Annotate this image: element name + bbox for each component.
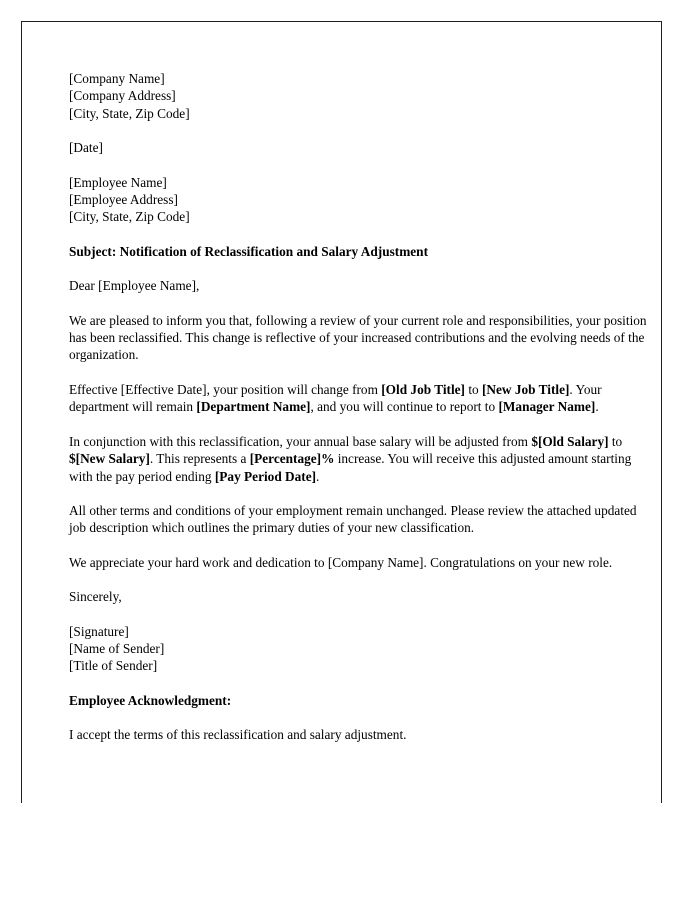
position-text-part-1: Effective [Effective Date], your position will change from [69,381,382,397]
position-text-part-2: to [465,381,482,397]
sender-name-line: [Name of Sender] [69,640,165,656]
salary-text-part-3: . This represents a [149,451,250,467]
subject-line: Subject: Notification of Reclassification and Salary Adjustment [69,243,429,259]
paragraph-salary [69,433,651,485]
placeholder-department-name: [Department Name] [196,399,311,415]
sender-address-block [69,70,651,122]
placeholder-old-salary: $[Old Salary] [531,433,609,449]
placeholder-old-job-title: [Old Job Title] [381,381,465,397]
paragraph-terms: All other terms and conditions of your employment remain unchanged. Please review the attached updated job description which outlines the primary duties of your new classification. [69,502,637,536]
salary-text-part-2: to [608,433,623,449]
acknowledgment-text: I accept the terms of this reclassification and salary adjustment. [69,727,407,743]
employee-city-state-zip-line: [City, State, Zip Code] [69,209,190,225]
position-text-part-4: , and you will continue to report to [310,399,499,415]
recipient-address-block [69,174,651,226]
employee-address-line: [Employee Address] [69,192,178,208]
placeholder-new-salary: $[New Salary] [69,451,150,467]
salutation: Dear [Employee Name], [69,278,200,294]
placeholder-pay-period-date: [Pay Period Date] [214,468,317,484]
signature-block [69,623,651,675]
document-page-frame [21,21,662,803]
date-line: [Date] [69,140,103,156]
closing-line: Sincerely, [69,589,122,605]
signature-placeholder-line: [Signature] [69,623,129,639]
position-text-part-3: . Your department will remain [69,381,602,415]
paragraph-intro: We are pleased to inform you that, following a review of your current role and responsibilities, your position has been reclassified. This change is reflective of your increased contributions and the evolving needs of the organization. [69,312,647,363]
placeholder-new-job-title: [New Job Title] [482,381,570,397]
placeholder-percentage: [Percentage]% [249,451,335,467]
company-address-line: [Company Address] [69,88,176,104]
paragraph-appreciation: We appreciate your hard work and dedication to [Company Name]. Congratulations on your new role. [69,554,613,570]
placeholder-manager-name: [Manager Name] [498,399,596,415]
salary-text-part-1: In conjunction with this reclassification, your annual base salary will be adjusted from [69,433,532,449]
acknowledgment-heading: Employee Acknowledgment: [69,692,232,708]
company-name-line: [Company Name] [69,71,165,86]
company-city-state-zip-line: [City, State, Zip Code] [69,105,190,121]
sender-title-line: [Title of Sender] [69,658,158,674]
position-text-part-5: . [595,399,599,415]
paragraph-position [69,381,651,416]
salary-text-part-5: . [316,468,320,484]
letter-body [69,70,651,744]
salary-text-part-4: increase. You will receive this adjusted amount starting with the pay period ending [69,451,632,484]
employee-name-line: [Employee Name] [69,174,167,190]
